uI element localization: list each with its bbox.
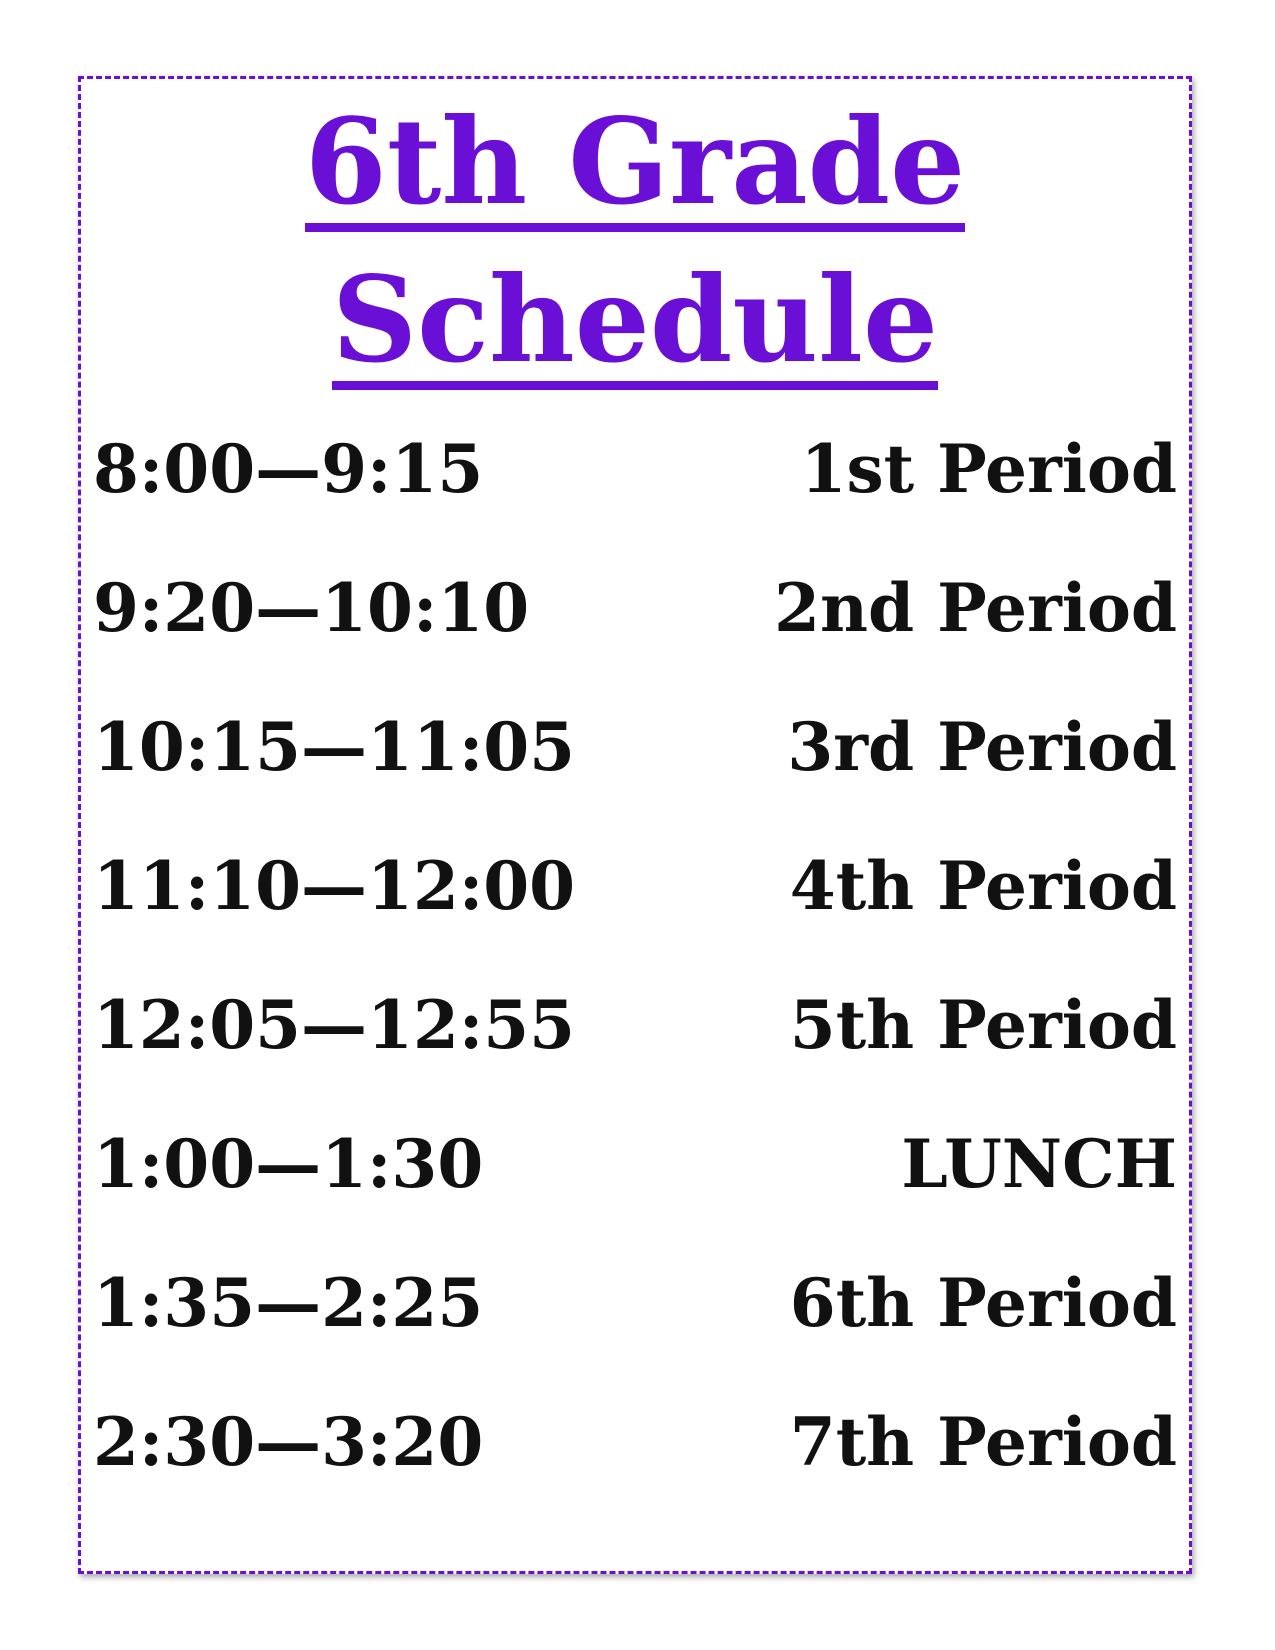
schedule-row — [93, 707, 1177, 787]
time-range: 12:05—12:55 — [93, 986, 576, 1064]
lunch-label: LUNCH — [901, 1125, 1177, 1203]
schedule-row — [93, 846, 1177, 926]
period-label: 3rd Period — [787, 708, 1177, 786]
time-range: 1:35—2:25 — [93, 1264, 484, 1342]
time-range: 2:30—3:20 — [93, 1403, 484, 1481]
time-range: 1:00—1:30 — [93, 1125, 484, 1203]
schedule-row — [93, 1402, 1177, 1482]
schedule-row — [93, 1263, 1177, 1343]
schedule-row — [93, 429, 1177, 509]
period-label: 6th Period — [789, 1264, 1177, 1342]
schedule-row — [93, 1124, 1177, 1204]
period-label: 4th Period — [789, 847, 1177, 925]
period-label: 5th Period — [789, 986, 1177, 1064]
title-line-1 — [81, 92, 1189, 232]
schedule-row — [93, 568, 1177, 648]
period-label: 7th Period — [789, 1403, 1177, 1481]
time-range: 11:10—12:00 — [93, 847, 576, 925]
title-line-2 — [81, 250, 1189, 390]
schedule-row — [93, 985, 1177, 1065]
title-text-2: Schedule — [331, 250, 939, 389]
schedule-border-frame — [78, 76, 1192, 1574]
title-text-1: 6th Grade — [304, 92, 966, 231]
time-range: 10:15—11:05 — [93, 708, 576, 786]
period-label: 1st Period — [800, 430, 1177, 508]
time-range: 9:20—10:10 — [93, 569, 530, 647]
period-label: 2nd Period — [774, 569, 1177, 647]
time-range: 8:00—9:15 — [93, 430, 484, 508]
